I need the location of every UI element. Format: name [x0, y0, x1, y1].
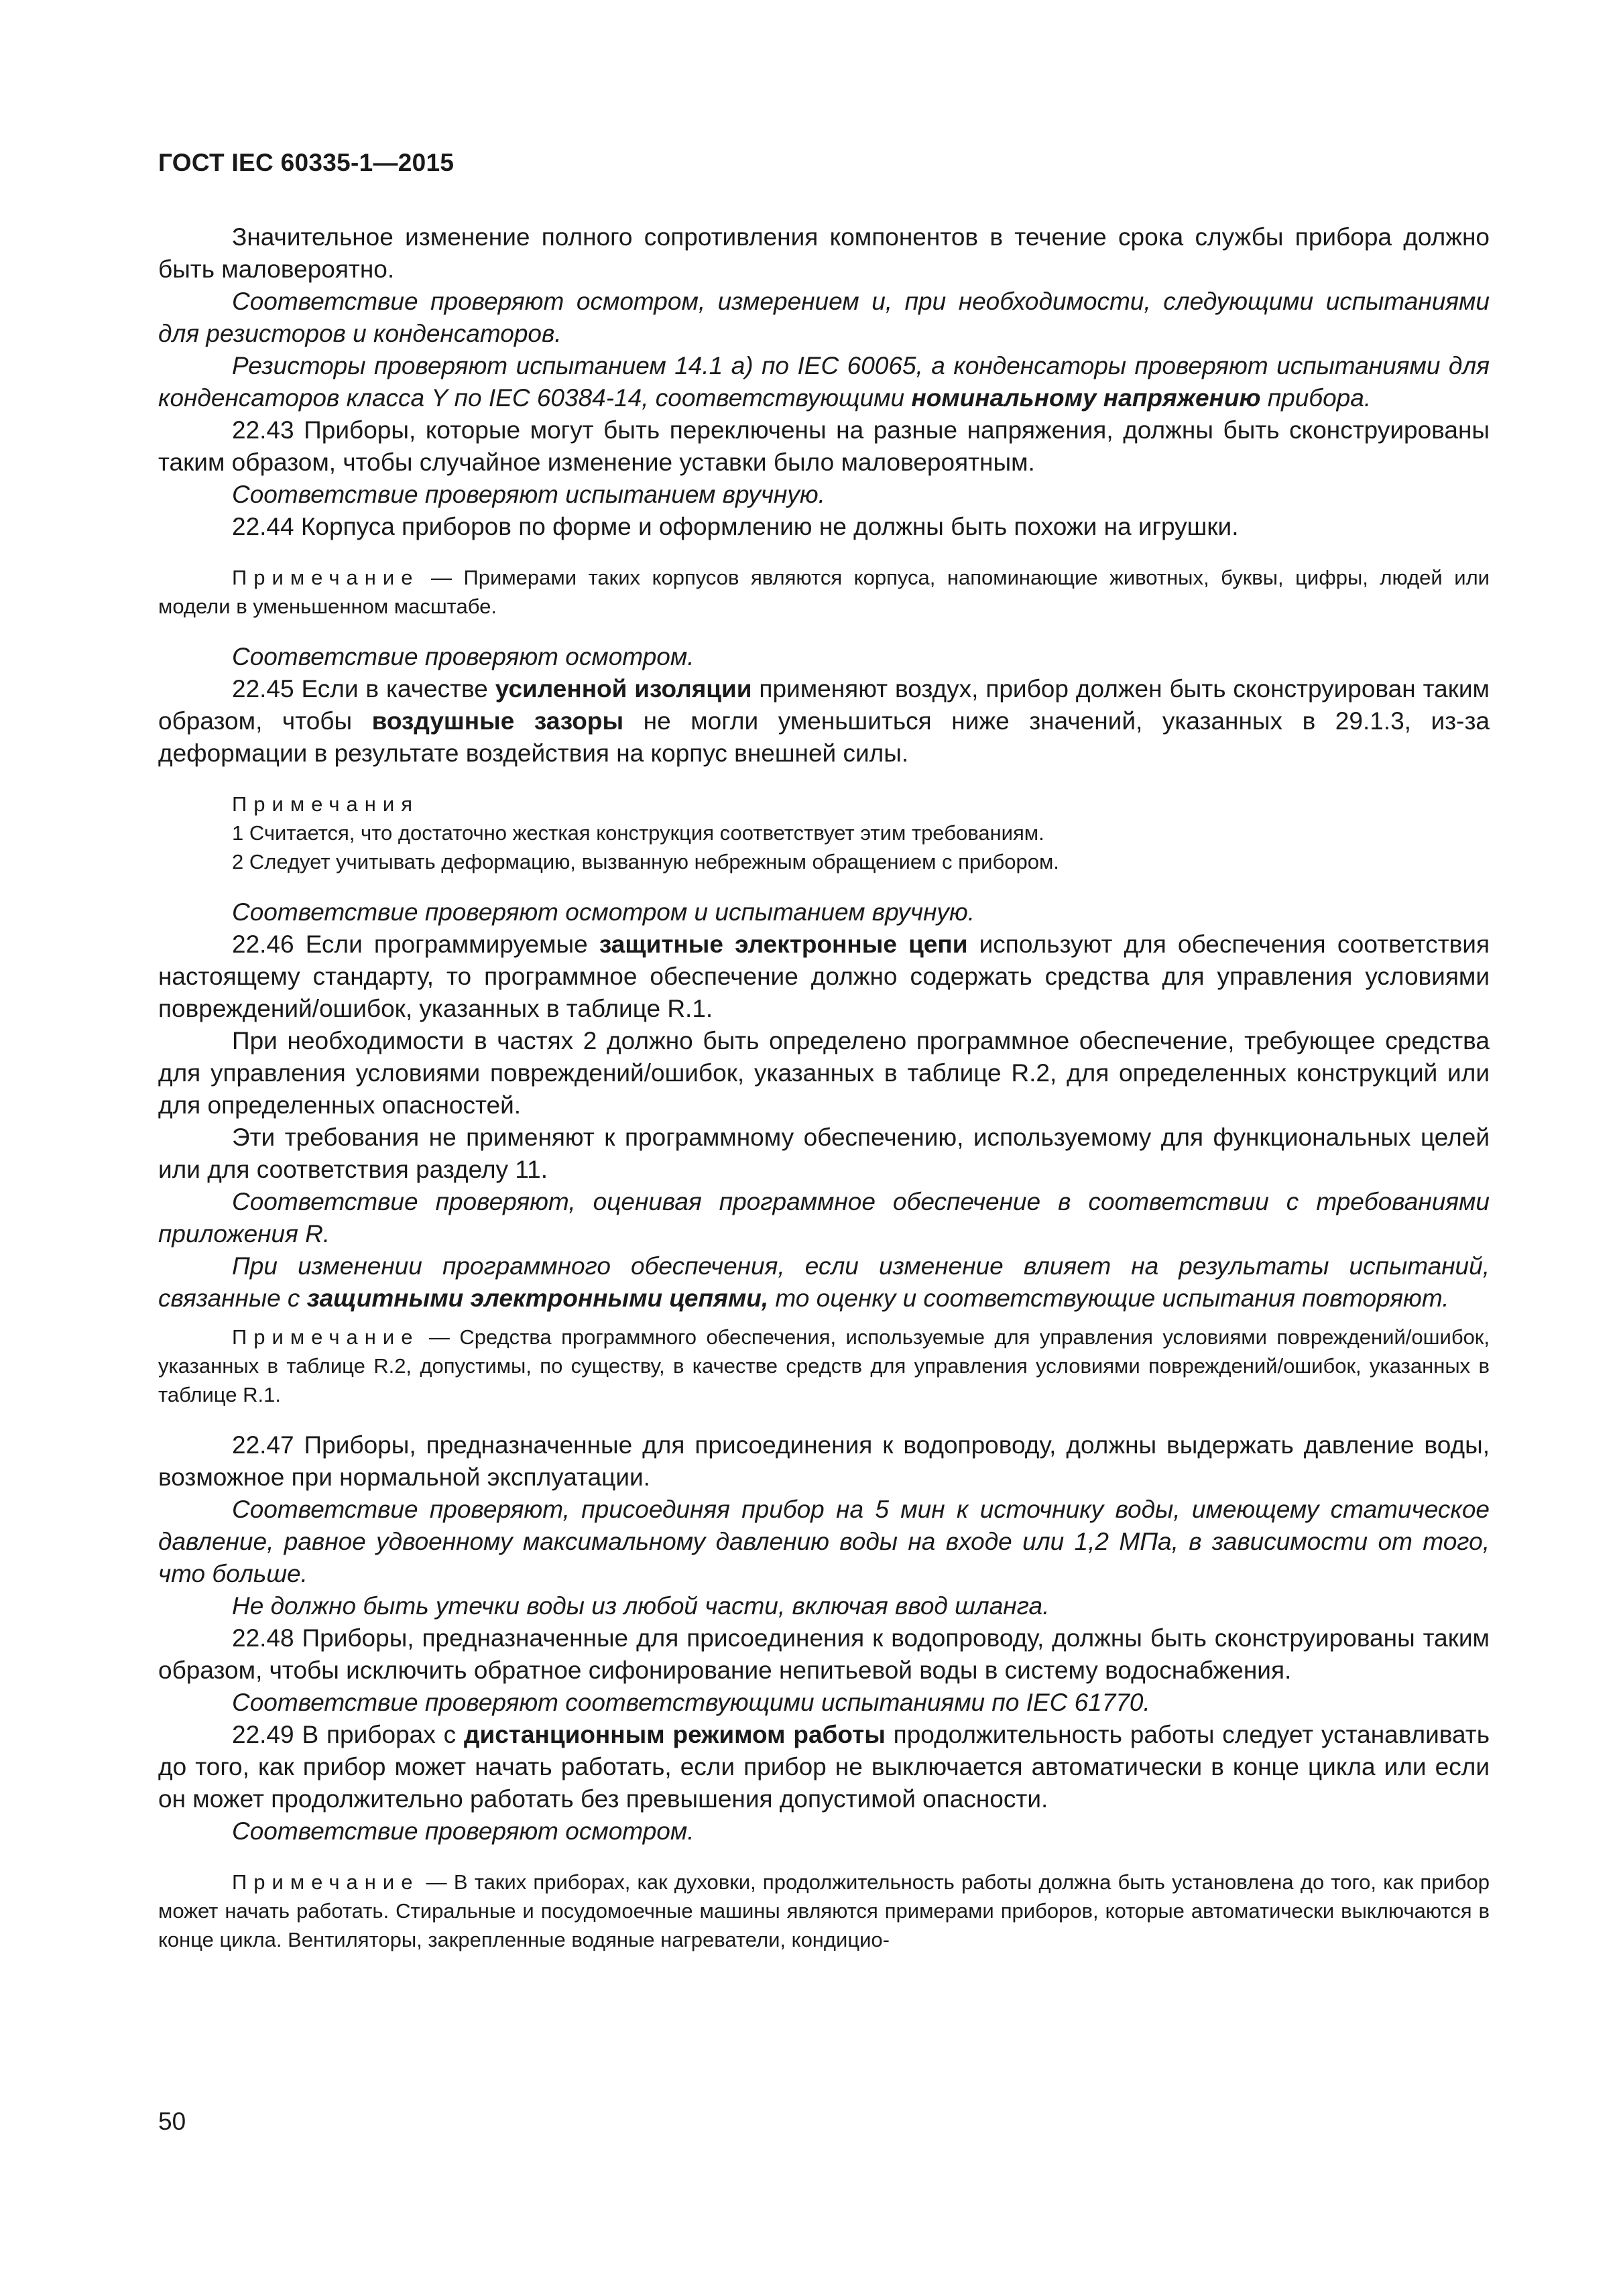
note-item: 1 Считается, что достаточно жесткая конструкция соответствует этим требованиям.	[232, 821, 1044, 845]
paragraph-compliance: Соответствие проверяют осмотром, измерением и, при необходимости, следующими испытаниями для резисторов и конденсаторов.	[158, 288, 1490, 347]
defined-term: воздушные зазоры	[371, 707, 624, 735]
note	[158, 563, 1490, 621]
clause-22-45	[158, 673, 1490, 770]
note	[158, 1323, 1490, 1409]
text-run: применяют воздух, прибор должен быть сконструирован таким образом, чтобы	[158, 675, 1490, 735]
note-item: 2 Следует учитывать деформацию, вызванную небрежным обращением с прибором.	[232, 850, 1059, 873]
defined-term: дистанционным режимом работы	[463, 1721, 886, 1748]
paragraph: Значительное изменение полного сопротивления компонентов в течение срока службы прибора должно быть маловероятно.	[158, 223, 1490, 283]
paragraph-compliance: Соответствие проверяют испытанием вручную.	[232, 481, 825, 508]
defined-term: защитные электронные цепи	[599, 930, 968, 958]
text-run: то оценку и соответствующие испытания повторяют.	[768, 1284, 1449, 1312]
paragraph-compliance: Не должно быть утечки воды из любой части, включая ввод шланга.	[232, 1592, 1050, 1620]
clause-22-44: 22.44 Корпуса приборов по форме и оформлению не должны быть похожи на игрушки.	[232, 513, 1239, 540]
note-label: Примечание	[232, 1325, 420, 1349]
paragraph-compliance: Соответствие проверяют, присоединяя прибор на 5 мин к источнику воды, имеющему статическое давление, равное удвоенному максимальному давлению воды на входе или 1,2 МПа, в зависимости от того, что больше.	[158, 1496, 1490, 1587]
paragraph-compliance: Соответствие проверяют соответствующими испытаниями по IEC 61770.	[232, 1689, 1150, 1716]
paragraph: Эти требования не применяют к программному обеспечению, используемому для функциональных целей или для соответствия разделу 11.	[158, 1124, 1490, 1183]
defined-term: защитными электронными цепями,	[306, 1284, 769, 1312]
defined-term: усиленной изоляции	[495, 675, 752, 703]
text-run: 22.49 В приборах с	[232, 1721, 464, 1748]
clause-22-47: 22.47 Приборы, предназначенные для присоединения к водопроводу, должны выдержать давление воды, возможное при нормальной эксплуатации.	[158, 1431, 1490, 1491]
clause-22-49	[158, 1719, 1490, 1815]
text-run: 22.45 Если в качестве	[232, 675, 495, 703]
note-text: — В таких приборах, как духовки, продолжительность работы должна быть установлена до того, как прибор может начать работать. Стиральные и посудомоечные машины являются примерами приборов, которые автоматически выключаются в конце цикла. Вентиляторы, закрепленные водяные нагреватели, кондицио-	[158, 1870, 1490, 1951]
paragraph-compliance: Соответствие проверяют осмотром и испытанием вручную.	[232, 898, 975, 926]
text-run: не могли уменьшиться ниже значений, указанных в 29.1.3, из-за деформации в результате воздействия на корпус внешней силы.	[158, 707, 1490, 767]
text-run: При изменении программного обеспечения, если изменение влияет на результаты испытаний, связанные с	[158, 1252, 1490, 1312]
document-body	[158, 221, 1490, 1954]
document-header: ГОСТ IEC 60335-1—2015	[158, 149, 455, 176]
paragraph-compliance	[158, 1250, 1490, 1315]
text-run: используют для обеспечения соответствия настоящему стандарту, то программное обеспечение должно содержать средства для управления условиями повреждений/ошибок, указанных в таблице R.1.	[158, 930, 1490, 1022]
note-text: — Средства программного обеспечения, используемые для управления условиями повреждений/ошибок, указанных в таблице R.2, допустимы, по существу, в качестве средств для управления условиями повреждений/ошибок, указанных в таблице R.1.	[158, 1325, 1490, 1406]
clause-22-43: 22.43 Приборы, которые могут быть переключены на разные напряжения, должны быть сконструированы таким образом, чтобы случайное изменение уставки было маловероятным.	[158, 416, 1490, 476]
note-label: Примечание	[232, 566, 420, 589]
text-run: Резисторы проверяют испытанием 14.1 а) по IEC 60065, а конденсаторы проверяют испытаниями для конденсаторов класса Y по IEC 60384-14, соответствующими	[158, 352, 1490, 412]
text-run: 22.46 Если программируемые	[232, 930, 599, 958]
clause-22-46	[158, 928, 1490, 1025]
paragraph: При необходимости в частях 2 должно быть определено программное обеспечение, требующее средства для управления условиями повреждений/ошибок, указанных в таблице R.2, для определенных конструкций или для определенных опасностей.	[158, 1027, 1490, 1119]
paragraph-compliance: Соответствие проверяют осмотром.	[232, 643, 695, 670]
text-run: прибора.	[1260, 384, 1372, 412]
notes-label: Примечания	[232, 792, 419, 816]
note	[158, 1868, 1490, 1954]
paragraph-compliance: Соответствие проверяют осмотром.	[232, 1817, 695, 1845]
note-text: — Примерами таких корпусов являются корпуса, напоминающие животных, буквы, цифры, людей или модели в уменьшенном масштабе.	[158, 566, 1490, 618]
paragraph-resistors	[158, 350, 1490, 414]
notes-block	[158, 790, 1490, 876]
text-run: продолжительность работы следует устанавливать до того, как прибор может начать работать, если прибор не выключается автоматически в конце цикла или если он может продолжительно работать без превышения допустимой опасности.	[158, 1721, 1490, 1813]
defined-term: номинальному напряжению	[911, 384, 1261, 412]
paragraph-compliance: Соответствие проверяют, оценивая программное обеспечение в соответствии с требованиями приложения R.	[158, 1188, 1490, 1248]
clause-22-48: 22.48 Приборы, предназначенные для присоединения к водопроводу, должны быть сконструированы таким образом, чтобы исключить обратное сифонирование непитьевой воды в систему водоснабжения.	[158, 1624, 1490, 1684]
page-number: 50	[158, 2108, 186, 2135]
note-label: Примечание	[232, 1870, 420, 1894]
